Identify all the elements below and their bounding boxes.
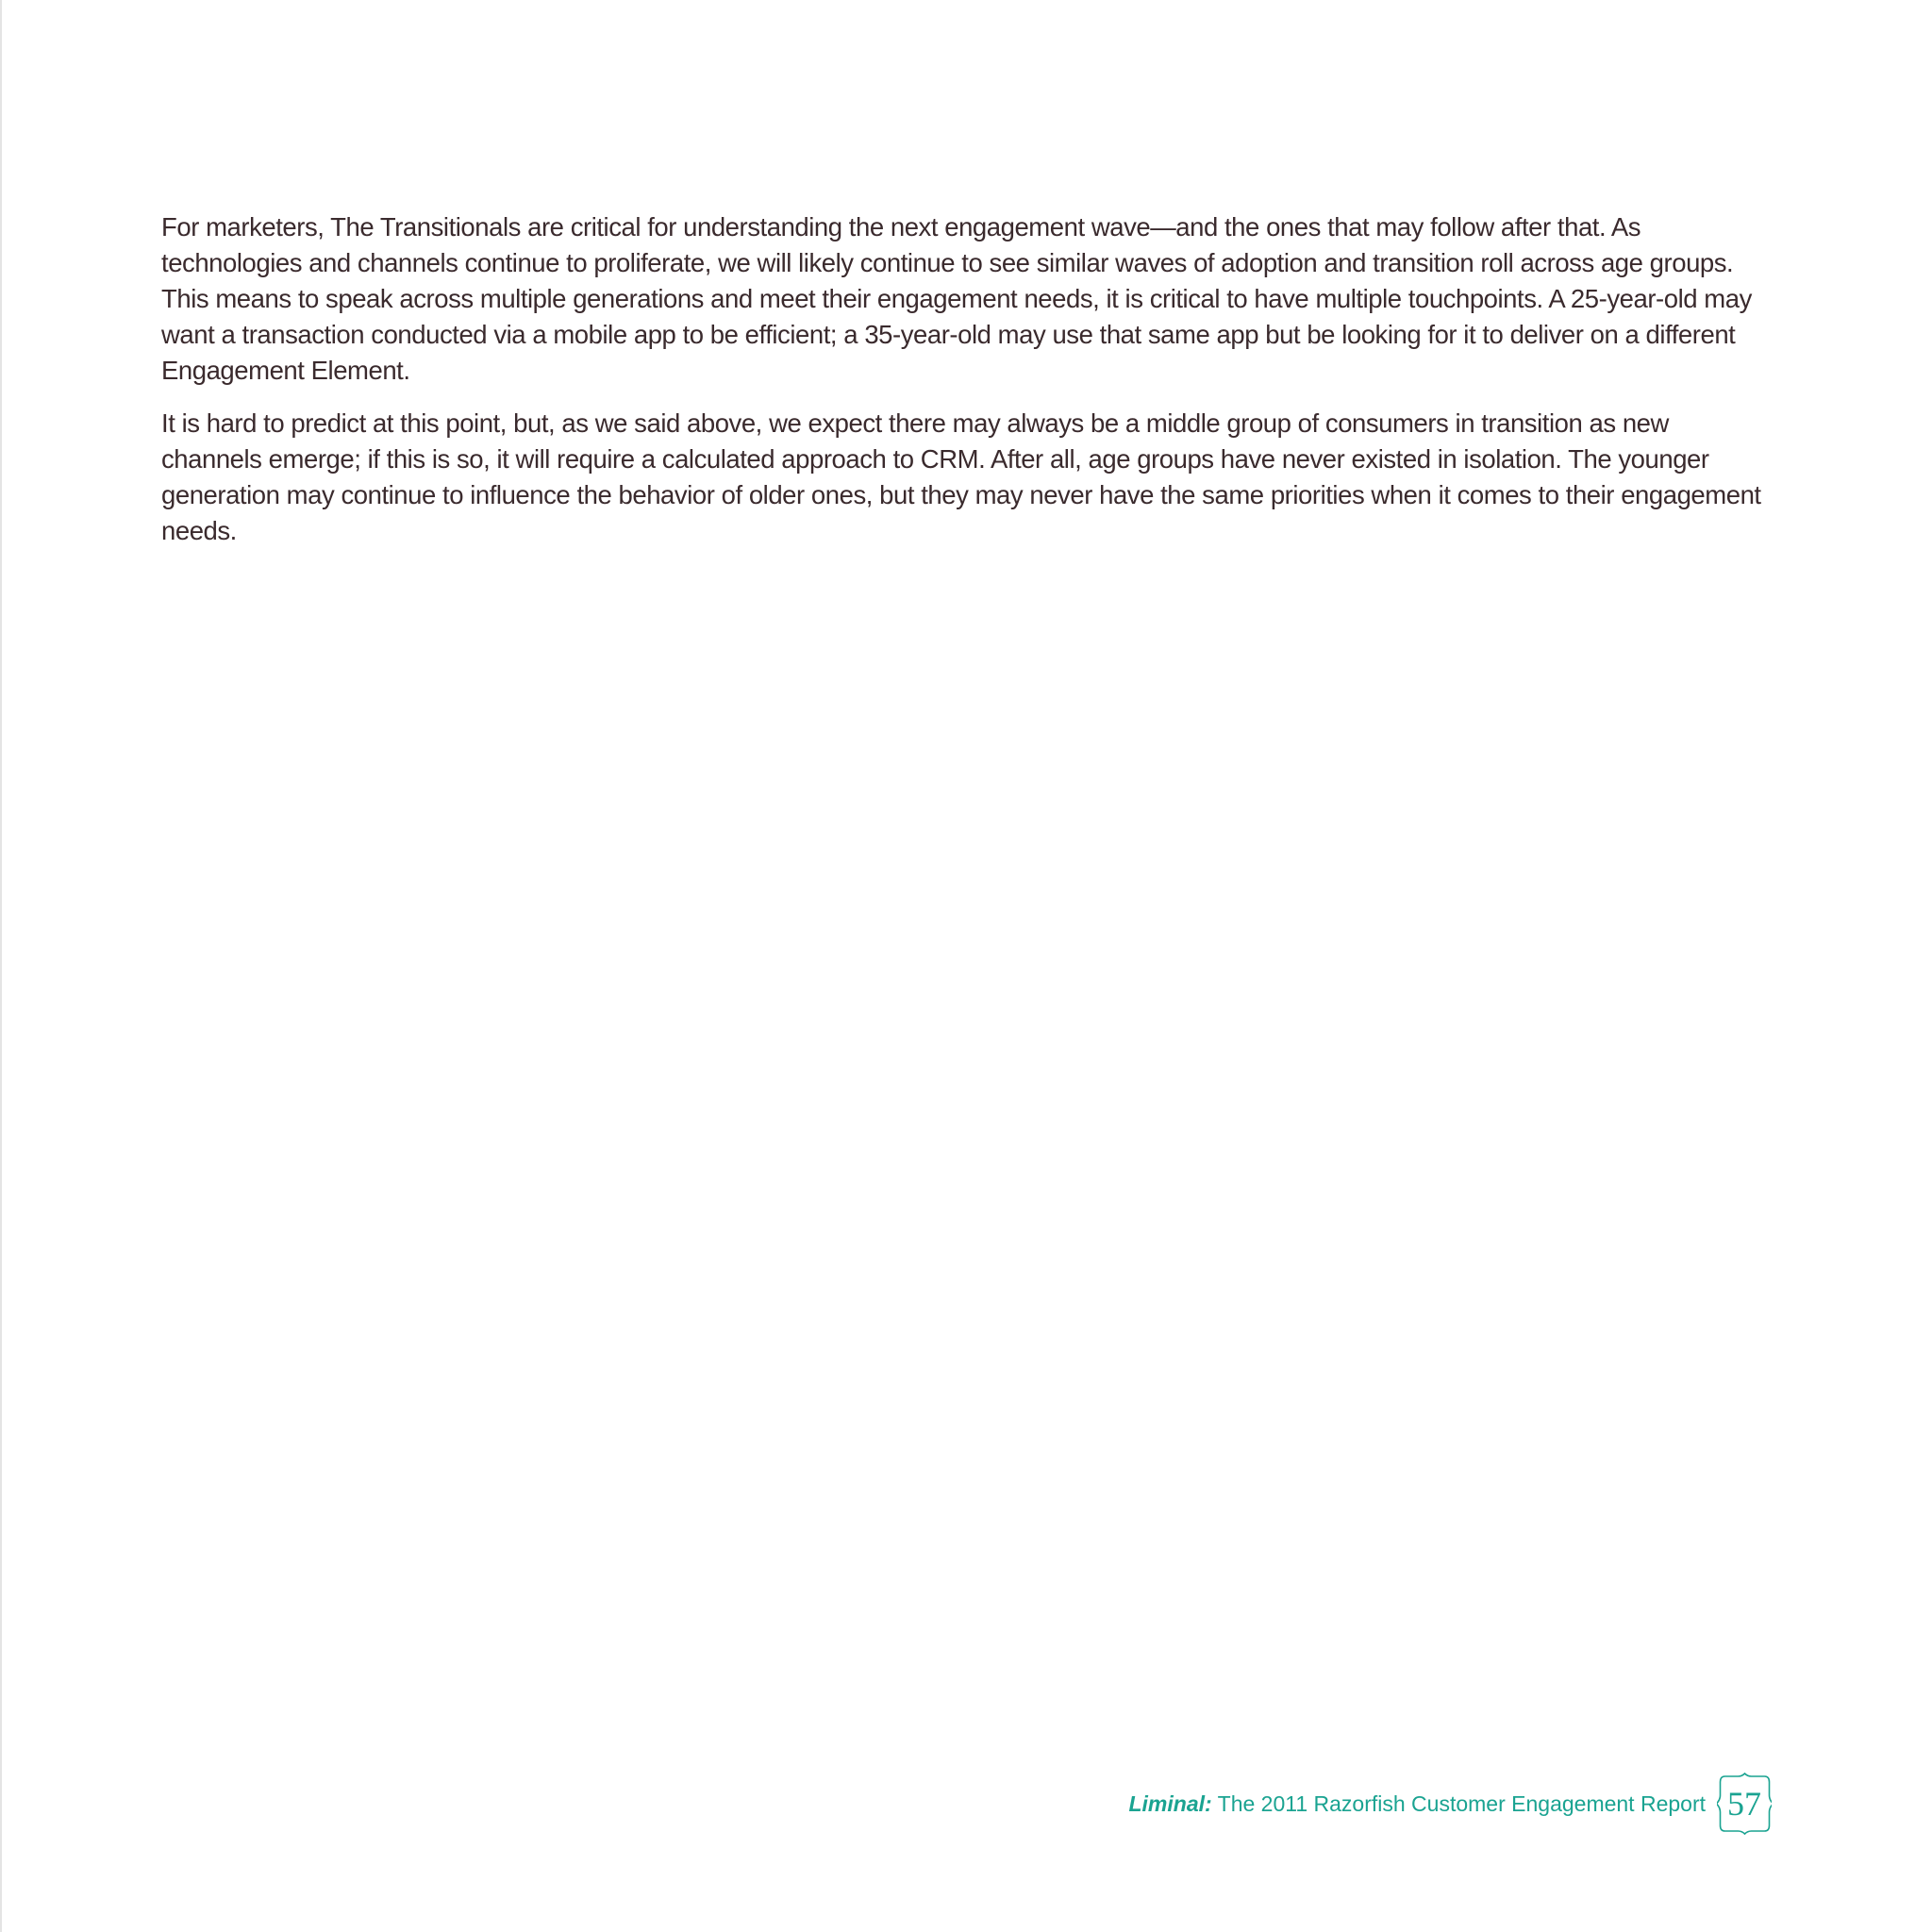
page-footer	[1128, 1770, 1772, 1838]
footer-report-title: The 2011 Razorfish Customer Engagement Report	[1217, 1790, 1706, 1816]
footer-brand: Liminal:	[1128, 1790, 1212, 1816]
page-edge-rule	[0, 0, 2, 1932]
page-number-badge	[1717, 1773, 1772, 1835]
body-text	[161, 209, 1765, 566]
page-number: 57	[1727, 1785, 1761, 1823]
paragraph-2: It is hard to predict at this point, but, as we said above, we expect there may always be a middle group of consumers in transition as new channels emerge; if this is so, it will require a calculated approach to CRM. After all, age groups have never existed in isolation. The younger generation may continue to influence the behavior of older ones, but they may never have the same priorities when it comes to their engagement needs.	[161, 408, 1761, 545]
paragraph-1: For marketers, The Transitionals are critical for understanding the next engagement wave—and the ones that may follow after that. As technologies and channels continue to proliferate, we will likely continue to see similar waves of adoption and transition roll across age groups. This means to speak across multiple generations and meet their engagement needs, it is critical to have multiple touchpoints. A 25-year-old may want a transaction conducted via a mobile app to be efficient; a 35-year-old may use that same app but be looking for it to deliver on a different Engagement Element.	[161, 212, 1752, 385]
